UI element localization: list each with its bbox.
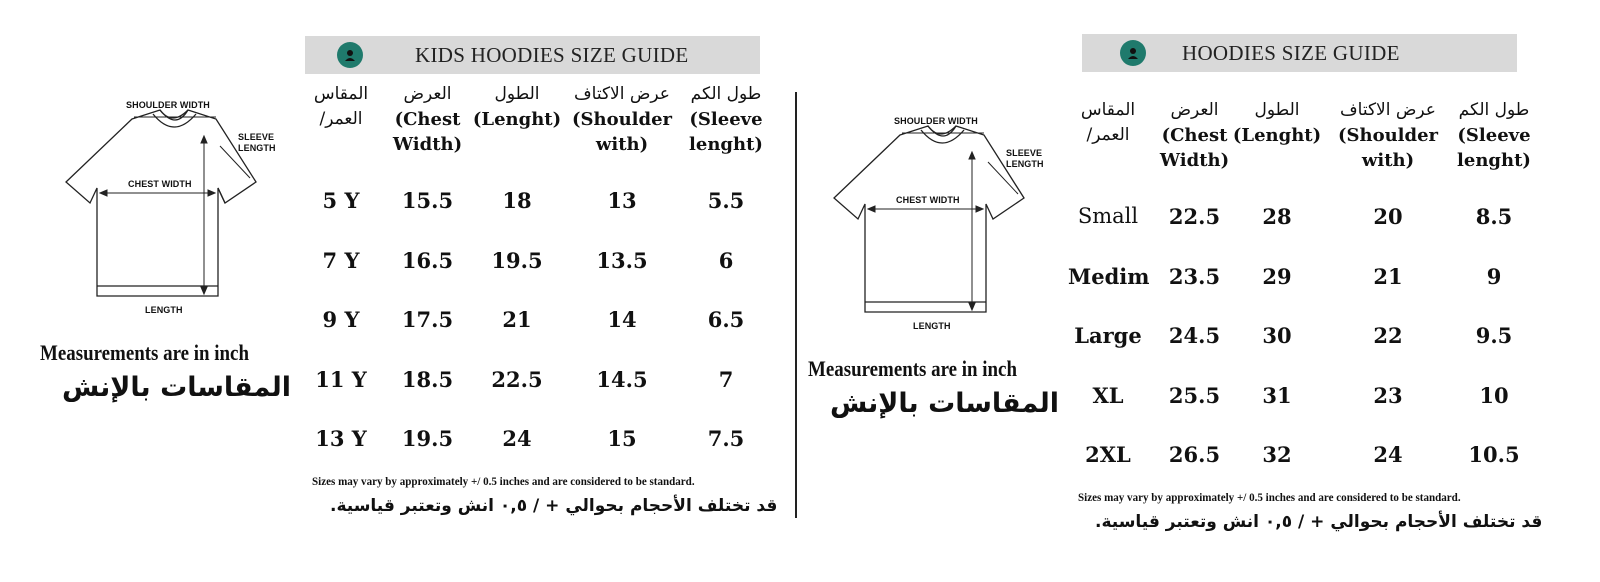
kids-header-length: الطول (Lenght)	[472, 84, 562, 130]
table-cell-sleeve: 7.5	[707, 426, 745, 451]
length-label: LENGTH	[913, 321, 951, 331]
adult-header-shoulder: عرض الاكتاف (Shoulder with)	[1337, 100, 1439, 171]
table-cell-length: 21	[502, 307, 532, 332]
brand-logo-icon	[1120, 40, 1146, 66]
table-cell-shoulder: 22	[1373, 323, 1403, 348]
shoulder-width-label: SHOULDER WIDTH	[894, 116, 978, 126]
table-cell-length: 19.5	[491, 247, 543, 273]
kids-title: KIDS HOODIES SIZE GUIDE	[415, 42, 689, 67]
table-cell-shoulder: 24	[1373, 442, 1403, 467]
table-cell-size: 5 Y	[322, 188, 360, 213]
table-cell-chest: 22.5	[1168, 204, 1221, 229]
sleeve-length-label-1: SLEEVE	[1006, 148, 1043, 158]
adult-disclaimer-en: Sizes may vary by approximately +/ 0.5 inches and are considered to be standard.	[1078, 490, 1461, 504]
table-cell-length: 32	[1262, 442, 1292, 467]
measurements-note-ar: المقاسات بالإنش	[830, 388, 1059, 419]
table-cell-length: 18	[502, 188, 532, 213]
table-cell-chest: 23.5	[1168, 263, 1221, 289]
table-cell-sleeve: 9.5	[1475, 323, 1513, 348]
table-cell-length: 29	[1262, 263, 1292, 289]
chest-width-label: CHEST WIDTH	[896, 195, 960, 205]
table-cell-sleeve: 10.5	[1468, 442, 1520, 467]
kids-disclaimer-ar: قد تختلف الأحجام بحوالي + / ٠,٥ انش وتعتبر قياسية.	[330, 496, 778, 516]
table-cell-length: 24	[502, 426, 532, 451]
table-cell-chest: 19.5	[401, 426, 454, 451]
adult-header-length: الطول (Lenght)	[1232, 100, 1322, 146]
table-cell-shoulder: 20	[1373, 204, 1403, 229]
shoulder-width-label: SHOULDER WIDTH	[126, 100, 210, 110]
kids-header-size: المقاس /العمر	[313, 84, 369, 129]
table-cell-size: 2XL	[1085, 442, 1131, 467]
kids-header-shoulder: عرض الاكتاف (Shoulder with)	[571, 84, 673, 155]
table-cell-chest: 18.5	[401, 366, 454, 392]
measurements-note-en: Measurements are in inch	[808, 356, 1017, 381]
table-cell-size: 7 Y	[322, 247, 360, 273]
table-cell-sleeve: 9	[1486, 263, 1502, 289]
table-cell-shoulder: 14.5	[596, 366, 648, 392]
table-cell-shoulder: 14	[607, 307, 637, 332]
table-cell-size: Large	[1074, 323, 1142, 348]
length-label: LENGTH	[145, 305, 183, 315]
table-cell-sleeve: 7	[718, 366, 734, 392]
table-cell-length: 22.5	[491, 366, 543, 392]
table-cell-size: XL	[1092, 382, 1124, 408]
table-cell-size: Medim	[1068, 263, 1150, 289]
kids-tshirt-diagram	[60, 96, 290, 321]
tshirt-outline-icon	[60, 96, 290, 321]
table-cell-shoulder: 21	[1373, 263, 1403, 289]
adult-header-chest: العرض (Chest Width)	[1159, 100, 1230, 171]
adult-tshirt-diagram	[828, 112, 1058, 337]
table-cell-shoulder: 13	[607, 188, 637, 213]
table-cell-chest: 25.5	[1168, 382, 1221, 408]
chest-width-label: CHEST WIDTH	[128, 179, 192, 189]
table-cell-length: 30	[1262, 323, 1292, 348]
sleeve-length-label-1: SLEEVE	[238, 132, 275, 142]
table-cell-chest: 16.5	[401, 247, 454, 273]
kids-title-banner	[305, 36, 760, 74]
table-cell-chest: 24.5	[1168, 323, 1221, 348]
measurements-note-ar: المقاسات بالإنش	[62, 372, 291, 403]
adult-title-banner	[1082, 34, 1517, 72]
kids-disclaimer-en: Sizes may vary by approximately +/ 0.5 inches and are considered to be standard.	[312, 474, 695, 488]
table-cell-sleeve: 6.5	[707, 307, 745, 332]
brand-logo-icon	[337, 42, 363, 68]
sleeve-length-label-2: LENGTH	[238, 143, 276, 153]
tshirt-outline-icon	[828, 112, 1058, 337]
table-cell-shoulder: 13.5	[596, 247, 648, 273]
adult-header-size: المقاس /العمر	[1080, 100, 1136, 145]
adult-disclaimer-ar: قد تختلف الأحجام بحوالي + / ٠,٥ انش وتعتبر قياسية.	[1095, 512, 1543, 532]
table-cell-chest: 17.5	[401, 307, 454, 332]
table-cell-sleeve: 5.5	[707, 188, 745, 213]
sleeve-length-label-2: LENGTH	[1006, 159, 1044, 169]
adult-title: HOODIES SIZE GUIDE	[1182, 40, 1400, 65]
table-cell-size: 11 Y	[315, 366, 367, 392]
table-cell-sleeve: 8.5	[1475, 204, 1513, 229]
measurements-note-en: Measurements are in inch	[40, 340, 249, 365]
table-cell-chest: 26.5	[1168, 442, 1221, 467]
table-cell-sleeve: 10	[1479, 382, 1509, 408]
table-cell-shoulder: 15	[607, 426, 637, 451]
table-cell-shoulder: 23	[1373, 382, 1403, 408]
table-cell-length: 31	[1262, 382, 1292, 408]
section-divider	[795, 92, 797, 518]
kids-header-sleeve: طول الكم (Sleeve lenght)	[689, 84, 763, 155]
table-cell-sleeve: 6	[718, 247, 734, 273]
table-cell-chest: 15.5	[401, 188, 454, 213]
adult-header-sleeve: طول الكم (Sleeve lenght)	[1457, 100, 1531, 171]
table-cell-size: Small	[1077, 204, 1139, 228]
kids-header-chest: العرض (Chest Width)	[392, 84, 463, 155]
table-cell-length: 28	[1262, 204, 1292, 229]
table-cell-size: 9 Y	[322, 307, 360, 332]
table-cell-size: 13 Y	[315, 426, 367, 451]
